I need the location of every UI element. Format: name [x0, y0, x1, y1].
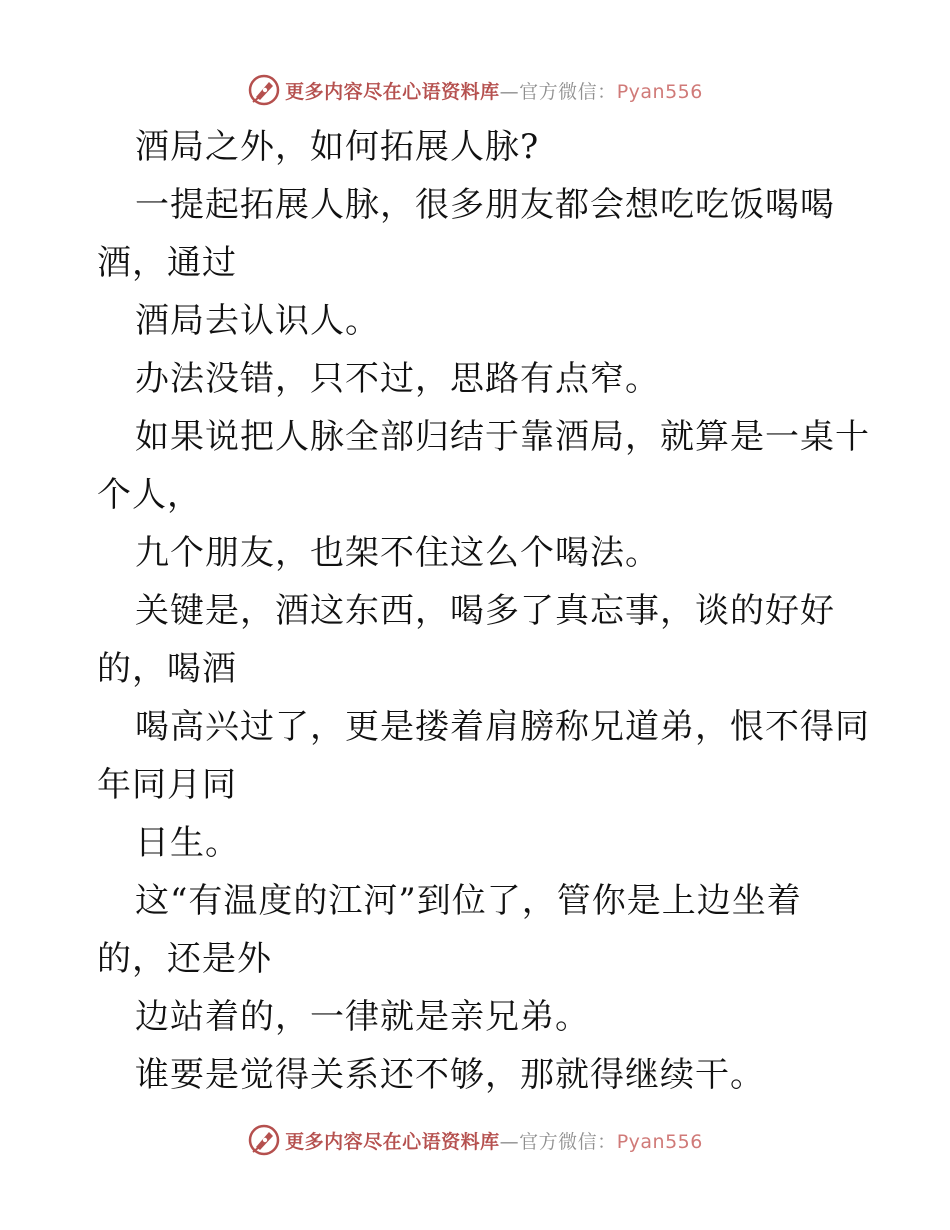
- header-brand: 更多内容尽在心语资料库: [285, 80, 500, 103]
- body-line: 一提起拓展人脉，很多朋友都会想吃吃饭喝喝: [135, 185, 835, 225]
- footer-banner-text: [285, 1127, 703, 1154]
- header-banner: [0, 70, 950, 110]
- body-line: 喝高兴过了，更是搂着肩膀称兄道弟，恨不得同: [135, 707, 870, 747]
- body-line: 个人，: [97, 475, 202, 515]
- body-line: 谁要是觉得关系还不够，那就得继续干。: [135, 1055, 765, 1095]
- pen-nib-logo-icon: [247, 73, 281, 107]
- header-banner-text: [285, 77, 703, 104]
- header-separator: —官方微信：: [499, 80, 617, 103]
- document-body: [97, 118, 877, 1104]
- body-line: 如果说把人脉全部归结于靠酒局，就算是一桌十: [135, 417, 870, 457]
- body-line: 关键是，酒这东西，喝多了真忘事，谈的好好: [135, 591, 835, 631]
- pen-nib-logo-icon: [247, 1123, 281, 1157]
- body-line: 酒局之外，如何拓展人脉?: [135, 127, 540, 167]
- body-line: 边站着的，一律就是亲兄弟。: [135, 997, 590, 1037]
- body-line: 年同月同: [97, 765, 237, 805]
- body-line: 酒局去认识人。: [135, 301, 380, 341]
- footer-banner: [0, 1120, 950, 1160]
- body-line: 酒，通过: [97, 243, 237, 283]
- body-line: 的，还是外: [97, 939, 272, 979]
- body-line: 办法没错，只不过，思路有点窄。: [135, 359, 660, 399]
- header-wechat-id: Pyan556: [616, 80, 703, 103]
- body-line: 九个朋友，也架不住这么个喝法。: [135, 533, 660, 573]
- footer-brand: 更多内容尽在心语资料库: [285, 1130, 500, 1153]
- body-line: 日生。: [135, 823, 240, 863]
- footer-wechat-id: Pyan556: [616, 1130, 703, 1153]
- footer-separator: —官方微信：: [499, 1130, 617, 1153]
- body-line: 这“有温度的江河”到位了，管你是上边坐着: [135, 881, 802, 921]
- body-line: 的，喝酒: [97, 649, 237, 689]
